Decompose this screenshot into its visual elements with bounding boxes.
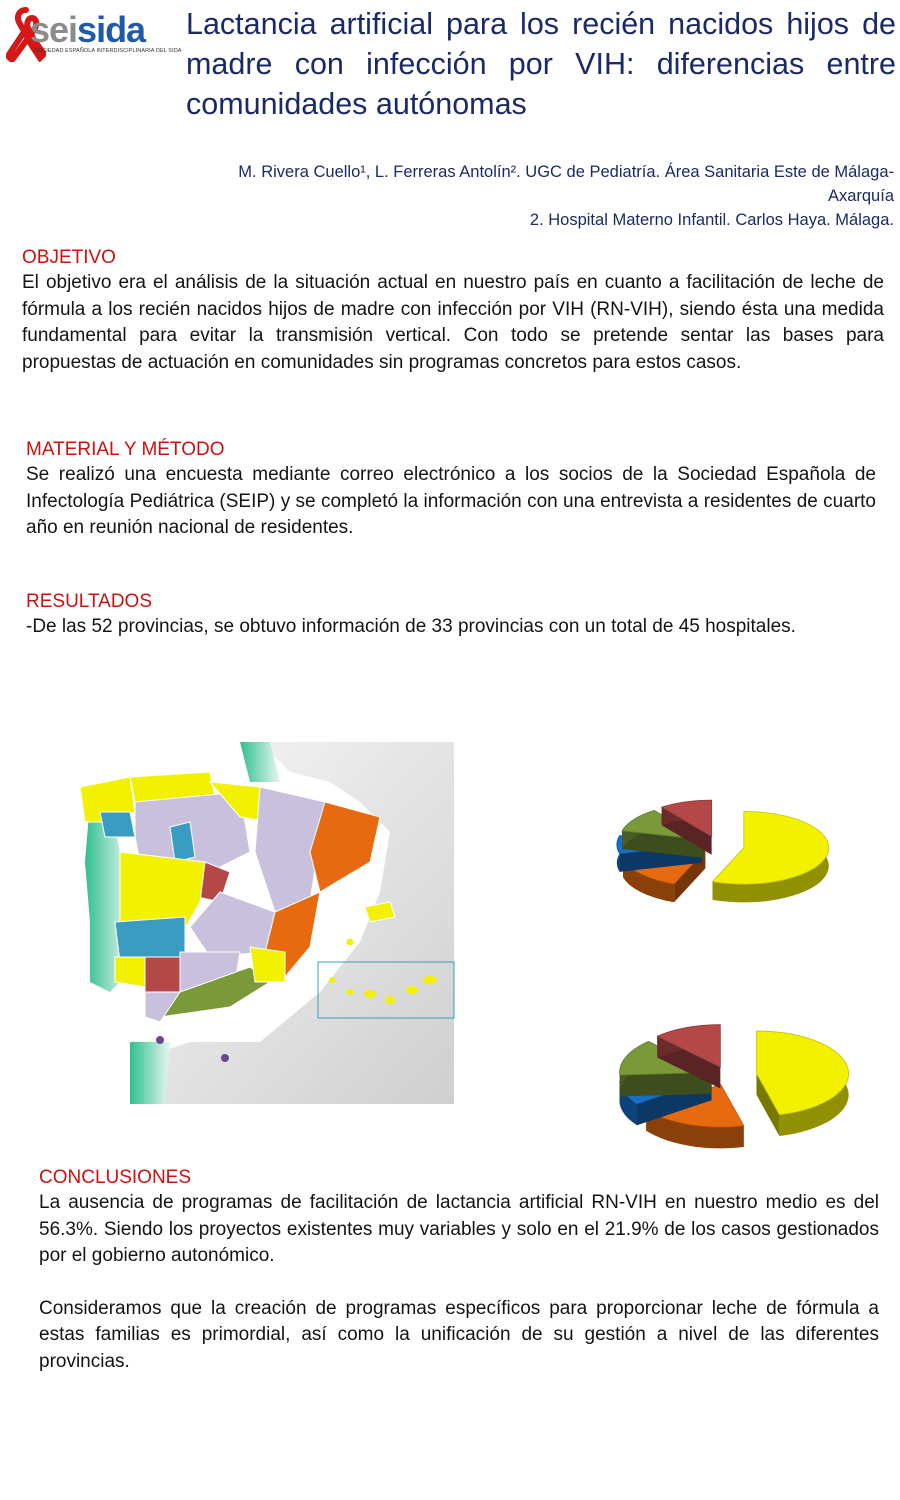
section-text-2: Consideramos que la creación de programas específicos para proporcionar leche de fórmula a estas familias es primordial, así como la unificación de su gestión a nivel de las diferentes provincias. <box>39 1297 879 1372</box>
spain-map <box>60 742 460 1104</box>
region-leon-blue <box>100 812 135 837</box>
region-sevilla-red <box>145 957 185 992</box>
logo-subtitle: SOCIEDAD ESPAÑOLA INTERDISCIPLINARIA DEL SIDA <box>34 48 182 54</box>
logo-wordmark-part1: sei <box>30 9 78 50</box>
region-murcia-yellow <box>250 947 285 982</box>
melilla-dot <box>221 1054 229 1062</box>
logo-wordmark-part2: sida <box>77 9 146 50</box>
section-heading: OBJETIVO <box>22 247 116 268</box>
pie-chart-1 <box>598 790 834 920</box>
affiliation-line: 2. Hospital Materno Infantil. Carlos Haya. Málaga. <box>529 211 894 229</box>
logo-wordmark <box>30 10 145 50</box>
section-text: -De las 52 provincias, se obtuvo información de 33 provincias con un total de 45 hospitales. <box>26 616 796 637</box>
section-text: Se realizó una encuesta mediante correo electrónico a los socios de la Sociedad Española de Infectología Pediátrica (SEIP) y se completó la información con una entrevista a residentes de cuarto año en reunión nacional de residentes. <box>26 464 876 538</box>
region-burgos-blue <box>170 822 195 862</box>
region-menorca-yellow <box>346 938 354 946</box>
authors-block <box>174 160 894 232</box>
pie-slice-0 <box>756 1031 848 1136</box>
section-text: El objetivo era el análisis de la situación actual en nuestro país en cuanto a facilitación de leche de fórmula a los recién nacidos hijos de madre con infección por VIH (RN-VIH), siendo ésta una medida fundamental para evitar la transmisión vertical. Con todo se pretende sentar las bases para propuestas de actuación en comunidades sin programas concretos para estos casos. <box>22 272 884 373</box>
section-metodo <box>26 438 876 542</box>
section-resultados <box>26 590 868 641</box>
region-extremadura-blue <box>115 917 185 962</box>
authors-line: M. Rivera Cuello¹, L. Ferreras Antolín². UGC de Pediatría. Área Sanitaria Este de Málaga-Axarquía <box>238 163 894 205</box>
pie-slice-0 <box>713 811 829 902</box>
section-objetivo <box>22 246 884 376</box>
pie-chart-2 <box>598 1012 854 1164</box>
seisida-logo <box>6 6 182 62</box>
ceuta-dot <box>156 1036 164 1044</box>
section-heading: MATERIAL Y MÉTODO <box>26 439 225 460</box>
section-heading: CONCLUSIONES <box>39 1167 192 1188</box>
section-text-1: La ausencia de programas de facilitación de lactancia artificial RN-VIH en nuestro medio es del 56.3%. Siendo los proyectos existentes muy variables y solo en el 21.9% de los casos gestionados por el gobierno autonómico. <box>39 1192 879 1266</box>
section-heading: RESULTADOS <box>26 591 152 612</box>
poster-title: Lactancia artificial para los recién nacidos hijos de madre con infección por VIH: diferencias entre comunidades autónomas <box>186 7 896 121</box>
map-africa-teal <box>130 1042 170 1104</box>
section-conclusiones <box>39 1166 879 1375</box>
